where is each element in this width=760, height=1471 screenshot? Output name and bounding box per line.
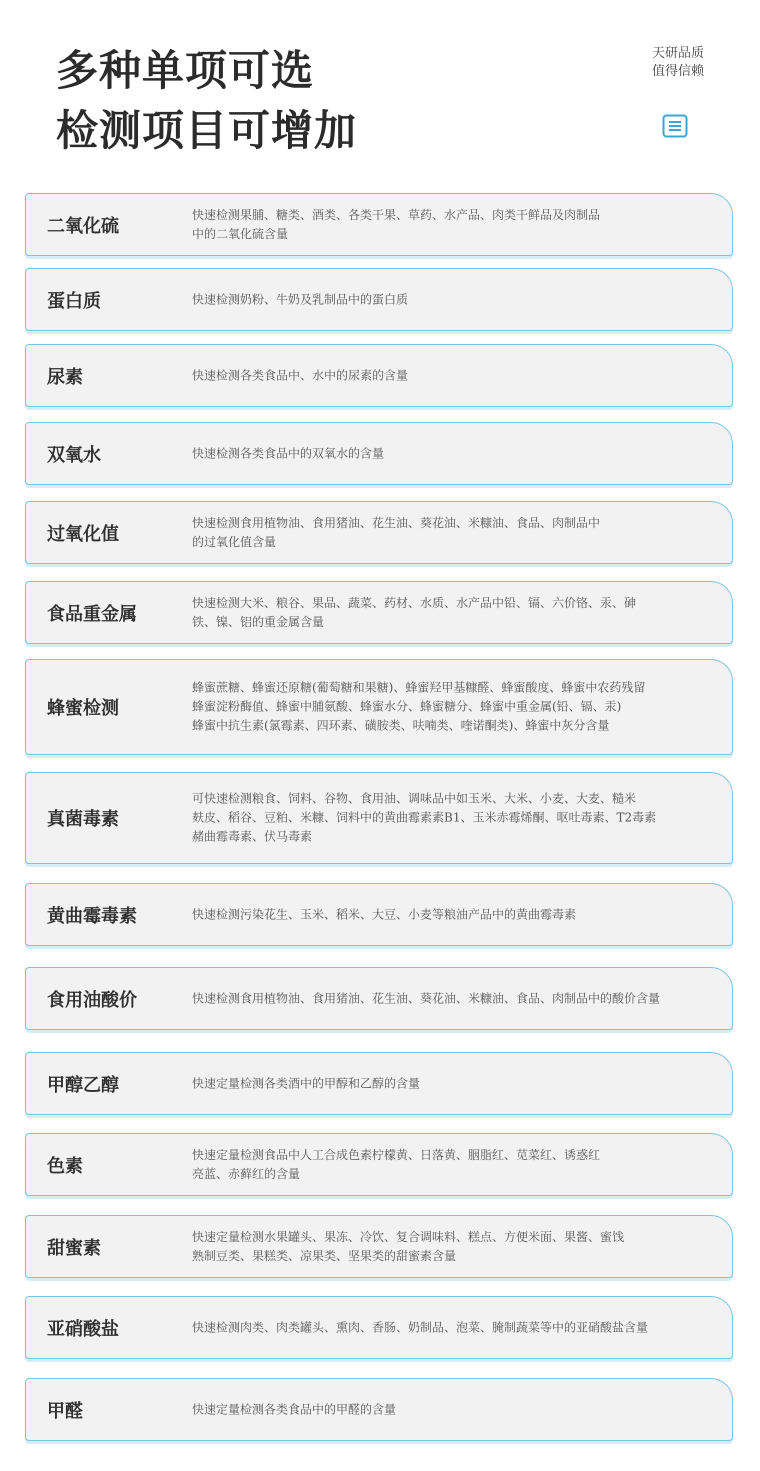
test-item-description-line: 快速检测食用植物油、食用猪油、花生油、葵花油、米糠油、食品、肉制品中的酸价含量 xyxy=(192,991,661,1005)
page-title-line-2: 检测项目可增加 xyxy=(56,106,358,155)
test-item-name: 蜂蜜检测 xyxy=(47,698,119,719)
menu-list-icon[interactable] xyxy=(662,113,688,139)
test-item-description xyxy=(192,1074,712,1093)
test-item-card[interactable] xyxy=(25,1378,733,1441)
test-item-description xyxy=(192,594,712,632)
test-item-description-line: 快速定量检测各类酒中的甲醇和乙醇的含量 xyxy=(192,1076,421,1090)
test-item-card[interactable] xyxy=(25,581,733,644)
test-item-description-line: 赭曲霉毒素、伏马毒素 xyxy=(192,829,313,844)
page-title-line-1: 多种单项可选 xyxy=(56,46,315,95)
test-item-description-line: 蜂蜜蔗糖、蜂蜜还原糖(葡萄糖和果糖)、蜂蜜羟甲基糠醛、蜂蜜酸度、蜂蜜中农药残留 xyxy=(192,680,646,695)
test-item-name: 尿素 xyxy=(47,366,83,388)
test-item-description-line: 铁、镍、铝的重金属含量 xyxy=(192,614,325,629)
test-item-description-line: 快速定量检测水果罐头、果冻、冷饮、复合调味料、糕点、方便米面、果酱、蜜饯 xyxy=(192,1229,625,1244)
test-item-name: 食用油酸价 xyxy=(47,989,137,1011)
test-item-description-line: 快速定量检测各类食品中的甲醛的含量 xyxy=(192,1402,397,1416)
test-item-card[interactable] xyxy=(25,344,733,407)
test-item-name: 甲醇乙醇 xyxy=(47,1074,119,1096)
test-item-name: 甲醛 xyxy=(47,1400,83,1422)
test-item-description-line: 快速检测奶粉、牛奶及乳制品中的蛋白质 xyxy=(192,292,409,306)
test-item-description-line: 快速检测污染花生、玉米、稻米、大豆、小麦等粮油产品中的黄曲霉毒素 xyxy=(192,907,577,921)
test-item-name: 双氧水 xyxy=(47,444,101,466)
test-item-card[interactable] xyxy=(25,967,733,1030)
test-item-card[interactable] xyxy=(25,659,733,755)
test-item-description-line: 快速检测大米、粮谷、果品、蔬菜、药材、水质、水产品中铅、镉、六价铬、汞、砷 xyxy=(192,595,637,610)
test-item-card[interactable] xyxy=(25,422,733,485)
test-item-description-line: 熟制豆类、果糕类、凉果类、坚果类的甜蜜素含量 xyxy=(192,1248,457,1263)
test-item-description-line: 快速检测各类食品中、水中的尿素的含量 xyxy=(192,368,409,382)
test-item-card[interactable] xyxy=(25,501,733,564)
test-item-description-line: 麸皮、稻谷、豆粕、米糠、饲料中的黄曲霉素素B1、玉米赤霉烯酮、呕吐毒素、T2毒素 xyxy=(192,810,657,825)
test-item-name: 甜蜜素 xyxy=(47,1237,101,1259)
test-item-description xyxy=(192,1228,712,1266)
test-item-description xyxy=(192,989,712,1008)
test-item-description xyxy=(192,1146,712,1184)
test-item-description-line: 蜂蜜淀粉酶值、蜂蜜中脯氨酸、蜂蜜水分、蜂蜜糖分、蜂蜜中重金属(铅、镉、汞) xyxy=(192,699,622,714)
test-item-description-line: 快速检测各类食品中的双氧水的含量 xyxy=(192,446,385,460)
test-item-card[interactable] xyxy=(25,268,733,331)
test-item-description-line: 快速定量检测食品中人工合成色素柠檬黄、日落黄、胭脂红、苋菜红、诱惑红 xyxy=(192,1147,601,1162)
test-item-description xyxy=(192,679,712,736)
brand-slogan-line-2: 值得信赖 xyxy=(651,64,704,79)
test-item-description xyxy=(192,290,712,309)
test-item-card[interactable] xyxy=(25,1296,733,1359)
brand-slogan-line-1: 天研品质 xyxy=(651,46,704,61)
test-item-name: 过氧化值 xyxy=(47,523,119,545)
test-item-description xyxy=(192,1318,712,1337)
test-item-name: 食品重金属 xyxy=(47,603,137,625)
test-item-name: 真菌毒素 xyxy=(47,809,119,830)
test-item-description xyxy=(192,206,712,244)
test-item-card[interactable] xyxy=(25,1215,733,1278)
test-item-description-line: 中的二氧化硫含量 xyxy=(192,226,289,241)
test-item-card[interactable] xyxy=(25,772,733,864)
test-item-card[interactable] xyxy=(25,193,733,256)
test-item-description xyxy=(192,905,712,924)
test-item-description xyxy=(192,790,712,847)
test-item-description xyxy=(192,366,712,385)
test-item-description-line: 亮蓝、赤藓红的含量 xyxy=(192,1166,301,1181)
test-item-name: 色素 xyxy=(47,1155,83,1177)
brand-slogan xyxy=(652,45,704,81)
test-item-description xyxy=(192,444,712,463)
test-item-description-line: 快速检测食用植物油、食用猪油、花生油、葵花油、米糠油、食品、肉制品中 xyxy=(192,515,601,530)
test-item-description-line: 快速检测果脯、糖类、酒类、各类干果、草药、水产品、肉类干鲜品及肉制品 xyxy=(192,207,601,222)
test-item-name: 蛋白质 xyxy=(47,290,101,312)
test-item-description xyxy=(192,514,712,552)
test-item-card[interactable] xyxy=(25,1133,733,1196)
test-item-description-line: 可快速检测粮食、饲料、谷物、食用油、调味品中如玉米、大米、小麦、大麦、糙米 xyxy=(192,791,637,806)
test-item-card[interactable] xyxy=(25,1052,733,1115)
test-item-card[interactable] xyxy=(25,883,733,946)
test-item-name: 二氧化硫 xyxy=(47,215,119,237)
test-item-description-line: 的过氧化值含量 xyxy=(192,534,277,549)
test-item-name: 黄曲霉毒素 xyxy=(47,905,137,927)
test-item-description-line: 蜂蜜中抗生素(氯霉素、四环素、磺胺类、呋喃类、喹诺酮类)、蜂蜜中灰分含量 xyxy=(192,718,610,733)
page-header xyxy=(0,0,760,180)
test-item-name: 亚硝酸盐 xyxy=(47,1318,119,1340)
test-item-description-line: 快速检测肉类、肉类罐头、熏肉、香肠、奶制品、泡菜、腌制蔬菜等中的亚硝酸盐含量 xyxy=(192,1320,649,1334)
test-item-description xyxy=(192,1400,712,1419)
